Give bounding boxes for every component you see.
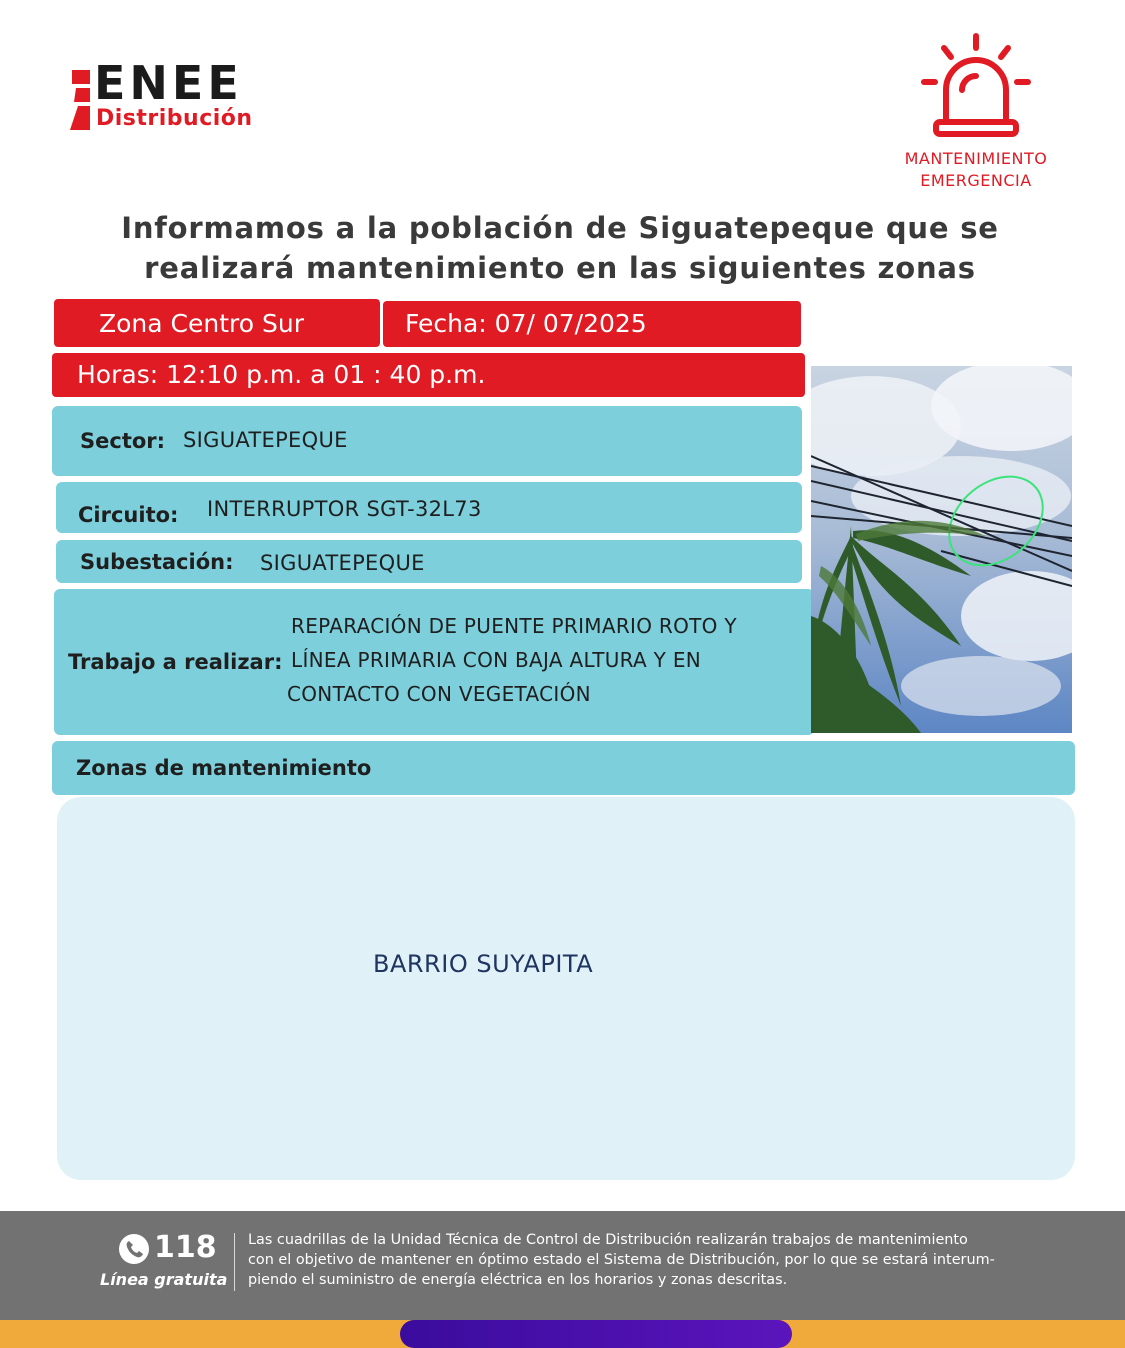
list-item: BARRIO SUYAPITA	[373, 950, 594, 978]
zones-list	[57, 797, 1075, 1180]
work-line: CONTACTO CON VEGETACIÓN	[287, 682, 591, 706]
alert-line-1: MANTENIMIENTO	[904, 149, 1048, 168]
footer-notice-line: con el objetivo de mantener en óptimo estado el Sistema de Distribución, por lo que se estará interum-	[248, 1252, 995, 1268]
zones-header	[52, 741, 1075, 795]
substation-label: Subestación:	[80, 550, 234, 574]
alert-label	[866, 148, 1086, 192]
footer-divider	[234, 1233, 235, 1291]
zones-header-label: Zonas de mantenimiento	[76, 756, 372, 780]
enee-logo	[66, 56, 296, 142]
hours-badge: Horas: 12:10 p.m. a 01 : 40 p.m.	[52, 353, 805, 397]
footer-accent-pill	[400, 1320, 792, 1348]
date-badge: Fecha: 07/ 07/2025	[383, 301, 801, 347]
page-title	[40, 208, 1080, 288]
substation-value: SIGUATEPEQUE	[260, 551, 425, 575]
logo-wordmark: ENEE	[94, 56, 243, 110]
headline-line-2: realizará mantenimiento en las siguientes zonas	[144, 251, 976, 285]
circuit-row	[56, 482, 802, 533]
work-row	[54, 589, 814, 735]
footer-notice	[248, 1230, 1048, 1290]
circuit-value: INTERRUPTOR SGT-32L73	[207, 497, 482, 521]
substation-row	[56, 540, 802, 583]
sector-value: SIGUATEPEQUE	[183, 428, 348, 452]
work-line: REPARACIÓN DE PUENTE PRIMARIO ROTO Y	[291, 614, 737, 638]
footer-notice-line: piendo el suministro de energía eléctrica en los horarios y zonas descritas.	[248, 1272, 788, 1288]
zone-badge: Zona Centro Sur	[54, 299, 380, 347]
sector-label: Sector:	[80, 429, 166, 453]
logo-subtitle: Distribución	[96, 106, 253, 131]
footer-notice-line: Las cuadrillas de la Unidad Técnica de Control de Distribución realizarán trabajos de mantenimiento	[248, 1232, 968, 1248]
headline-line-1: Informamos a la población de Siguatepeque que se	[121, 211, 999, 245]
circuit-label: Circuito:	[78, 503, 179, 527]
power-lines-photo	[811, 366, 1072, 733]
alert-line-2: EMERGENCIA	[920, 171, 1032, 190]
hotline-label: Línea gratuita	[100, 1270, 228, 1289]
sector-row	[52, 406, 802, 476]
siren-icon	[918, 30, 1034, 142]
enee-logo-mark-icon	[68, 66, 90, 130]
work-label: Trabajo a realizar:	[68, 650, 283, 674]
hotline-number: 118	[154, 1230, 217, 1265]
phone-icon	[118, 1233, 150, 1265]
work-line: LÍNEA PRIMARIA CON BAJA ALTURA Y EN	[291, 648, 702, 672]
